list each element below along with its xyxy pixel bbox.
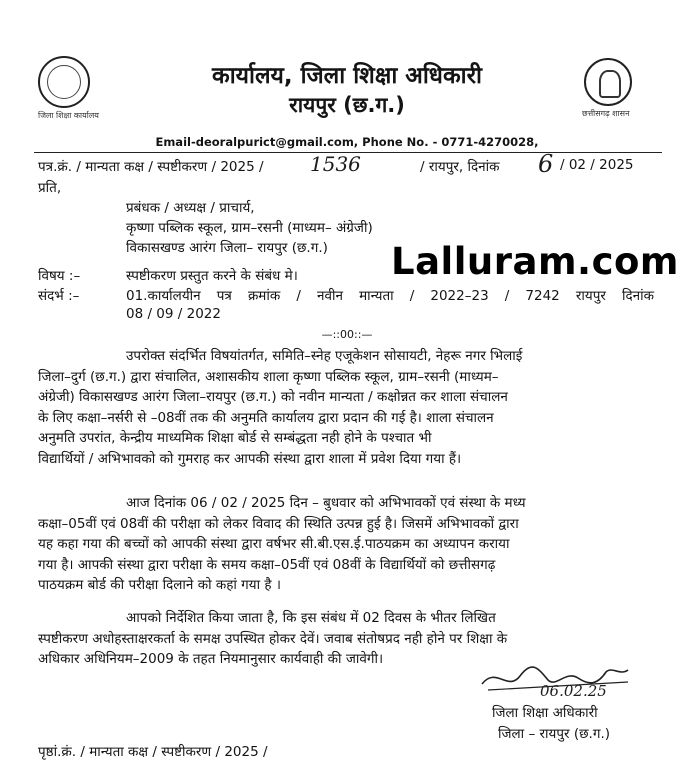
signatory-designation: जिला शिक्षा अधिकारी [492, 705, 598, 721]
subject-text: स्पष्टीकरण प्रस्तुत करने के संबंध मे। [126, 268, 298, 284]
paragraph-1 [38, 346, 662, 470]
letter-day: 6 [538, 150, 554, 178]
paragraph-line: स्पष्टीकरण अधोहस्ताक्षरकर्ता के समक्ष उपस्थित होकर देवें। जवाब संतोषप्रद नही होने पर शिक्षा के [38, 630, 508, 647]
paragraph-line: अनुमति उपरांत, केन्द्रीय माध्यमिक शिक्षा बोर्ड से सम्बंद्धता नही होने के पश्चात भी [38, 430, 432, 447]
paragraph-line: आपको निर्देशित किया जाता है, कि इस संबंध में 02 दिवस के भीतर लिखित [126, 610, 496, 626]
reference-text-line-1: 01.कार्यालयीन पत्र क्रमांक / नवीन मान्यता / 2022–23 / 7242 रायपुर दिनांक [126, 288, 654, 304]
office-city: रायपुर (छ.ग.) [289, 93, 405, 117]
office-title: कार्यालय, जिला शिक्षा अधिकारी [212, 63, 482, 89]
paragraph-line: के लिए कक्षा–नर्सरी से –08वीं तक की अनुमति कार्यालय द्वारा प्रदान की गई है। शाला संचालन [38, 409, 494, 426]
paragraph-3 [38, 608, 662, 670]
paragraph-line: जिला–दुर्ग (छ.ग.) द्वारा संचालित, अशासकीय शाला कृष्णा पब्लिक स्कूल, ग्राम–रसनी (माध्यम– [38, 368, 499, 385]
signatory-place: जिला – रायपुर (छ.ग.) [498, 726, 611, 742]
paragraph-line: आज दिनांक 06 / 02 / 2025 दिन – बुधवार को अभिभावकों एवं संस्था के मध्य [126, 495, 526, 511]
to-label: प्रति, [38, 180, 62, 196]
place-date-label: / रायपुर, दिनांक [420, 159, 500, 175]
right-seal-caption: छत्तीसगढ़ शासन [582, 109, 630, 118]
paragraph-line: गया है। आपकी संस्था द्वारा परीक्षा के समय कक्षा–05वीं एवं 08वीं के विद्यार्थियों को छत्तीसगढ़ [38, 556, 496, 573]
paragraph-line: कक्षा–05वीं एवं 08वीं की परीक्षा को लेकर विवाद की स्थिति उत्पन्न हुई है। जिसमें अभिभावकों द्वारा [38, 515, 519, 532]
section-separator: —::00::— [321, 328, 373, 341]
reference-label: संदर्भ :– [38, 288, 80, 304]
left-seal-caption: जिला शिक्षा कार्यालय [38, 111, 99, 120]
addressee-line-3: विकासखण्ड आरंग जिला– रायपुर (छ.ग.) [126, 240, 328, 256]
paragraph-line: पाठयक्रम बोर्ड की परीक्षा दिलाने को कहां गया है । [38, 577, 281, 594]
addressee-line-2: कृष्णा पब्लिक स्कूल, ग्राम–रसनी (माध्यम– अंग्रेजी) [126, 220, 373, 236]
reference-prefix: पत्र.क्रं. / मान्यता कक्ष / स्पष्टीकरण / 2025 / [38, 159, 264, 175]
addressee-line-1: प्रबंधक / अध्यक्ष / प्राचार्य, [126, 200, 255, 216]
paragraph-line: विद्यार्थियों / अभिभावको को गुमराह कर आपकी संस्था द्वारा शाला में प्रवेश दिया गया हैं। [38, 450, 462, 467]
reference-text-line-2: 08 / 09 / 2022 [126, 306, 221, 322]
letter-month-year: / 02 / 2025 [560, 157, 634, 173]
reference-number: 1536 [310, 152, 361, 176]
footer-reference: पृष्ठां.क्रं. / मान्यता कक्ष / स्पष्टीकरण / 2025 / [38, 744, 268, 760]
subject-label: विषय :– [38, 268, 81, 284]
paragraph-2 [38, 493, 662, 596]
paragraph-line: अंग्रेजी) विकासखण्ड आरंग जिला–रायपुर (छ.ग.) को नवीन मान्यता / कक्षोन्नत कर शाला संचालन [38, 389, 508, 406]
paragraph-line: उपरोक्त संदर्भित विषयांतर्गत, समिति–स्नेह एजूकेशन सोसायटी, नेहरू नगर भिलाई [126, 348, 523, 364]
paragraph-line: यह कहा गया की बच्चों को आपकी संस्था द्वारा वर्षभर सी.बी.एस.ई.पाठयक्रम का अध्यापन कराया [38, 536, 510, 553]
paragraph-line: अधिकार अधिनियम–2009 के तहत नियमानुसार कार्यवाही की जावेगी। [38, 651, 384, 668]
site-watermark: Lalluram.com [391, 240, 679, 283]
signature-date: 06.02.25 [540, 682, 607, 700]
contact-line: Email-deoralpurict@gmail.com, Phone No. - 0771-4270028, [155, 135, 539, 149]
